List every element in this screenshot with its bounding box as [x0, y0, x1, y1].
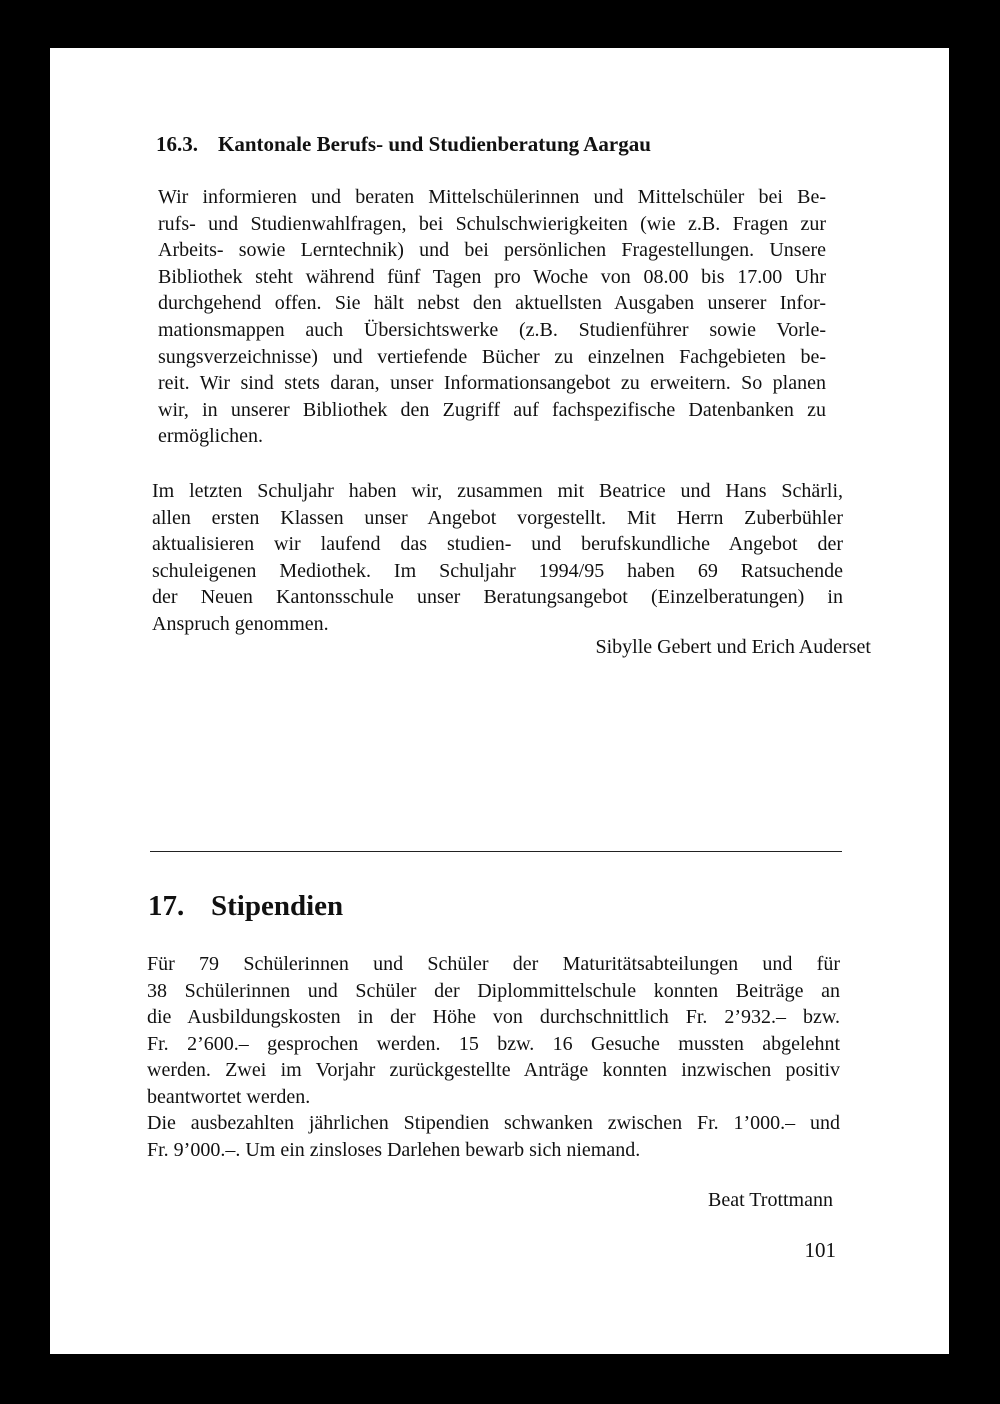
text-line: Arbeits- sowie Lerntechnik) und bei persönlichen Fragestellungen. Unsere	[158, 239, 826, 262]
text-line: Für 79 Schülerinnen und Schüler der Maturitätsabteilungen und für	[147, 953, 840, 975]
text-line: wir, in unserer Bibliothek den Zugriff auf fachspezifische Datenbanken zu	[158, 398, 826, 421]
text-line: 38 Schülerinnen und Schüler der Diplommittelschule konnten Beiträge an	[147, 979, 840, 1002]
section-17-title: Stipendien	[211, 890, 344, 922]
text-line: Fr. 9’000.–. Um ein zinsloses Darlehen bewarb sich niemand.	[147, 1138, 641, 1161]
section-16-3-paragraph-2	[152, 478, 843, 638]
section-16-3-paragraph-1	[158, 184, 826, 450]
text-line: allen ersten Klassen unser Angebot vorgestellt. Mit Herrn Zuberbühler	[152, 506, 843, 529]
text-line: Bibliothek steht während fünf Tagen pro Woche von 08.00 bis 17.00 Uhr	[158, 265, 826, 288]
section-17-signature: Beat Trottmann	[707, 1189, 833, 1211]
section-17-number: 17.	[148, 890, 185, 922]
text-line: beantwortet werden.	[147, 1085, 311, 1108]
section-16-3-heading	[156, 132, 651, 157]
section-16-3-title: Kantonale Berufs- und Studienberatung Aargau	[218, 132, 651, 156]
text-line: werden. Zwei im Vorjahr zurückgestellte Anträge konnten inzwischen positiv	[147, 1059, 840, 1082]
section-17-paragraph-2	[147, 1110, 840, 1163]
text-line: die Ausbildungskosten in der Höhe von durchschnittlich Fr. 2’932.– bzw.	[147, 1006, 840, 1029]
text-line: rufs- und Studienwahlfragen, bei Schulschwierigkeiten (wie z.B. Fragen zur	[158, 212, 826, 235]
text-line: der Neuen Kantonsschule unser Beratungsangebot (Einzelberatungen) in	[152, 586, 843, 609]
section-divider	[150, 851, 842, 852]
section-16-3-signature: Sibylle Gebert und Erich Auderset	[595, 636, 871, 658]
section-17-heading	[148, 890, 343, 923]
text-line: mationsmappen auch Übersichtswerke (z.B. Studienführer sowie Vorle-	[158, 318, 826, 341]
text-line: ermöglichen.	[158, 425, 263, 448]
text-line: Anspruch genommen.	[152, 612, 329, 635]
page-number: 101	[804, 1238, 836, 1262]
text-line: sungsverzeichnisse) und vertiefende Bücher zu einzelnen Fachgebieten be-	[158, 345, 826, 368]
text-line: durchgehend offen. Sie hält nebst den aktuellsten Ausgaben unserer Infor-	[158, 292, 826, 315]
text-line: Fr. 2’600.– gesprochen werden. 15 bzw. 16 Gesuche mussten abgelehnt	[147, 1032, 840, 1055]
text-line: schuleigenen Mediothek. Im Schuljahr 1994/95 haben 69 Ratsuchende	[152, 559, 843, 582]
text-line: reit. Wir sind stets daran, unser Informationsangebot zu erweitern. So planen	[158, 372, 826, 395]
text-line: Wir informieren und beraten Mittelschülerinnen und Mittelschüler bei Be-	[158, 186, 826, 208]
text-line: aktualisieren wir laufend das studien- und berufskundliche Angebot der	[152, 533, 843, 556]
document-page	[50, 48, 949, 1354]
text-line: Die ausbezahlten jährlichen Stipendien schwanken zwischen Fr. 1’000.– und	[147, 1112, 840, 1134]
section-16-3-number: 16.3.	[156, 132, 198, 156]
section-17-paragraph-1	[147, 951, 840, 1111]
text-line: Im letzten Schuljahr haben wir, zusammen mit Beatrice und Hans Schärli,	[152, 480, 843, 502]
